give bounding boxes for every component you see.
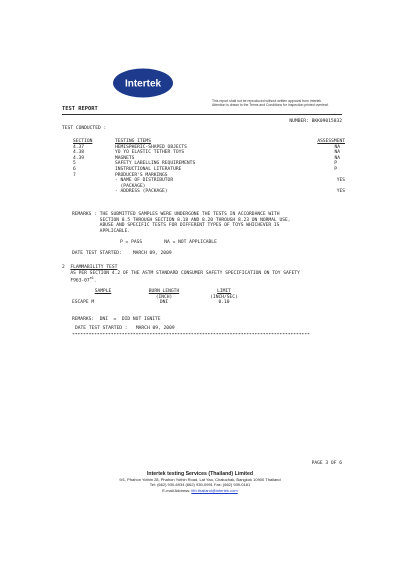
row-item: - NAME OF DISTRIBUTOR [115,178,174,184]
header-burn-length: BURN LENGTH [148,289,180,294]
date-label: DATE TEST STARTED : [75,326,128,331]
date-value: MARCH 09, 2009 [135,326,175,331]
row-assessment: P [334,166,337,172]
section-number: 2 [62,265,65,270]
flammability-line-1: AS PER SECTION 4.2 OF THE ASTM STANDARD CONSUMER SAFETY SPECIFICATION ON TOY SAFETY [70,270,300,276]
assessment-legend [120,240,217,246]
test-conducted-label: TEST CONDUCTED : [62,126,107,131]
page-number: PAGE 3 OF 6 [311,461,342,466]
footer-email-line [0,488,400,493]
row-item: MAGNETS [115,155,135,161]
date-label: DATE TEST STARTED: [72,251,122,256]
date-test-started-2 [75,326,175,332]
logo-text: Intertek [124,78,162,90]
flammability-remarks [72,317,161,323]
row-section: 4.39 [73,155,85,161]
testing-items-table [73,139,345,195]
remarks-line-1: THE SUBMITTED SAMPLES WERE UNDERGONE THE TESTS IN ACCORDANCE WITH [99,212,280,217]
flammability-title: FLAMMABILITY TEST [70,265,118,270]
row-assessment: NA [334,155,340,161]
flammability-line-2: F963-07 [70,278,90,284]
flam-header-row [72,289,254,295]
remarks-block [72,212,291,234]
flammability-line-2-end: . [93,278,97,284]
header-section: SECTION [73,139,93,144]
email-label: E-mail Address: [162,487,191,493]
notice-line-2: Attention is drawn to the Terms and Conditions for Inspection printed overleaf. [212,103,329,107]
remarks-meaning: = DID NOT IGNITE [113,317,161,322]
date-test-started [72,251,172,257]
remarks-line-4: APPLICABLE. [99,228,131,234]
title-divider [62,114,342,115]
number-label: NUMBER: [289,119,309,124]
row-item: - ADDRESS (PACKAGE) [115,189,168,195]
notice-line-1: This report shall not be reproduced without written approval from Intertek. [212,99,323,103]
row-assessment: NA [334,150,340,156]
date-value: MARCH 09, 2009 [132,251,172,256]
row-section: 4.37 [73,144,85,150]
row-item: SAFETY LABELLING REQUIREMENTS [115,161,196,167]
intertek-logo [112,68,174,98]
number-value: BKK09015832 [311,119,342,124]
row-burn-length: DNI [159,300,169,306]
limit-unit: (INCH/SEC) [210,294,238,300]
row-section [73,189,115,195]
header-sample: SAMPLE [94,289,112,294]
reproduction-notice [212,99,342,107]
remarks-line-2: SECTION 8.5 THROUGH SECTION 8.18 AND 8.20 THROUGH 8.23 ON NORMAL USE, [99,217,291,223]
legend-pass: P = PASS [120,240,143,245]
footer [0,472,400,493]
email-link[interactable]: itth.thailand@intertek.com [191,487,238,493]
remarks-label: REMARKS : [72,212,97,217]
header-testing-items: TESTING ITEMS [115,139,151,144]
row-section: 6 [73,166,76,172]
table-row [72,300,254,306]
row-sample: ESCAPE M [72,300,95,306]
burn-unit: (INCH) [155,294,173,300]
row-item: (PACKAGE) [115,183,146,189]
footer-contact: Tel: (662) 930-6934 (662) 939-0991 Fax: (662) 939-0181 [149,482,251,488]
flammability-superscript: e1 [89,276,94,281]
row-item: HEMISPHERIC-SHAPED OBJECTS [115,144,187,150]
footer-address: 9/1, Phahon Yothin 28, Phahon Yothin Road, Lat Yao, Chatuchak, Bangkok 10900 Thailand [119,477,281,483]
remarks-label: REMARKS: [72,317,95,322]
row-item: PRODUCER'S MARKINGS [115,172,168,178]
header-assessment: ASSESSMENT [317,139,345,144]
remarks-line-3: ABUSE AND SPECIFIC TESTS FOR DIFFERENT TYPES OF TOYS WHICHEVER IS [99,223,280,229]
remarks-code: DNI [99,317,108,322]
flammability-table [72,289,254,306]
legend-na: NA = NOT APPLICABLE [164,240,217,245]
row-assessment: YES [336,189,345,195]
row-item: INSTRUCTIONAL LITERATURE [115,166,182,172]
row-section: 7 [73,172,76,178]
row-section: 4.38 [73,150,85,156]
row-section: 5 [73,161,76,167]
report-title: TEST REPORT [62,106,98,112]
row-assessment: YES [336,178,345,184]
separator-line: ************************************************************************************** [72,333,310,338]
row-assessment: P [334,161,337,167]
footer-company: Intertek testing Services (Thailand) Limited [146,471,254,477]
header-limit: LIMIT [217,289,231,294]
report-number [289,119,342,125]
row-assessment: NA [334,144,340,150]
flammability-section [62,265,300,284]
table-row [73,189,345,195]
row-limit: 0.10 [218,300,230,306]
row-item: YO YO ELASTIC TETHER TOYS [115,150,185,156]
